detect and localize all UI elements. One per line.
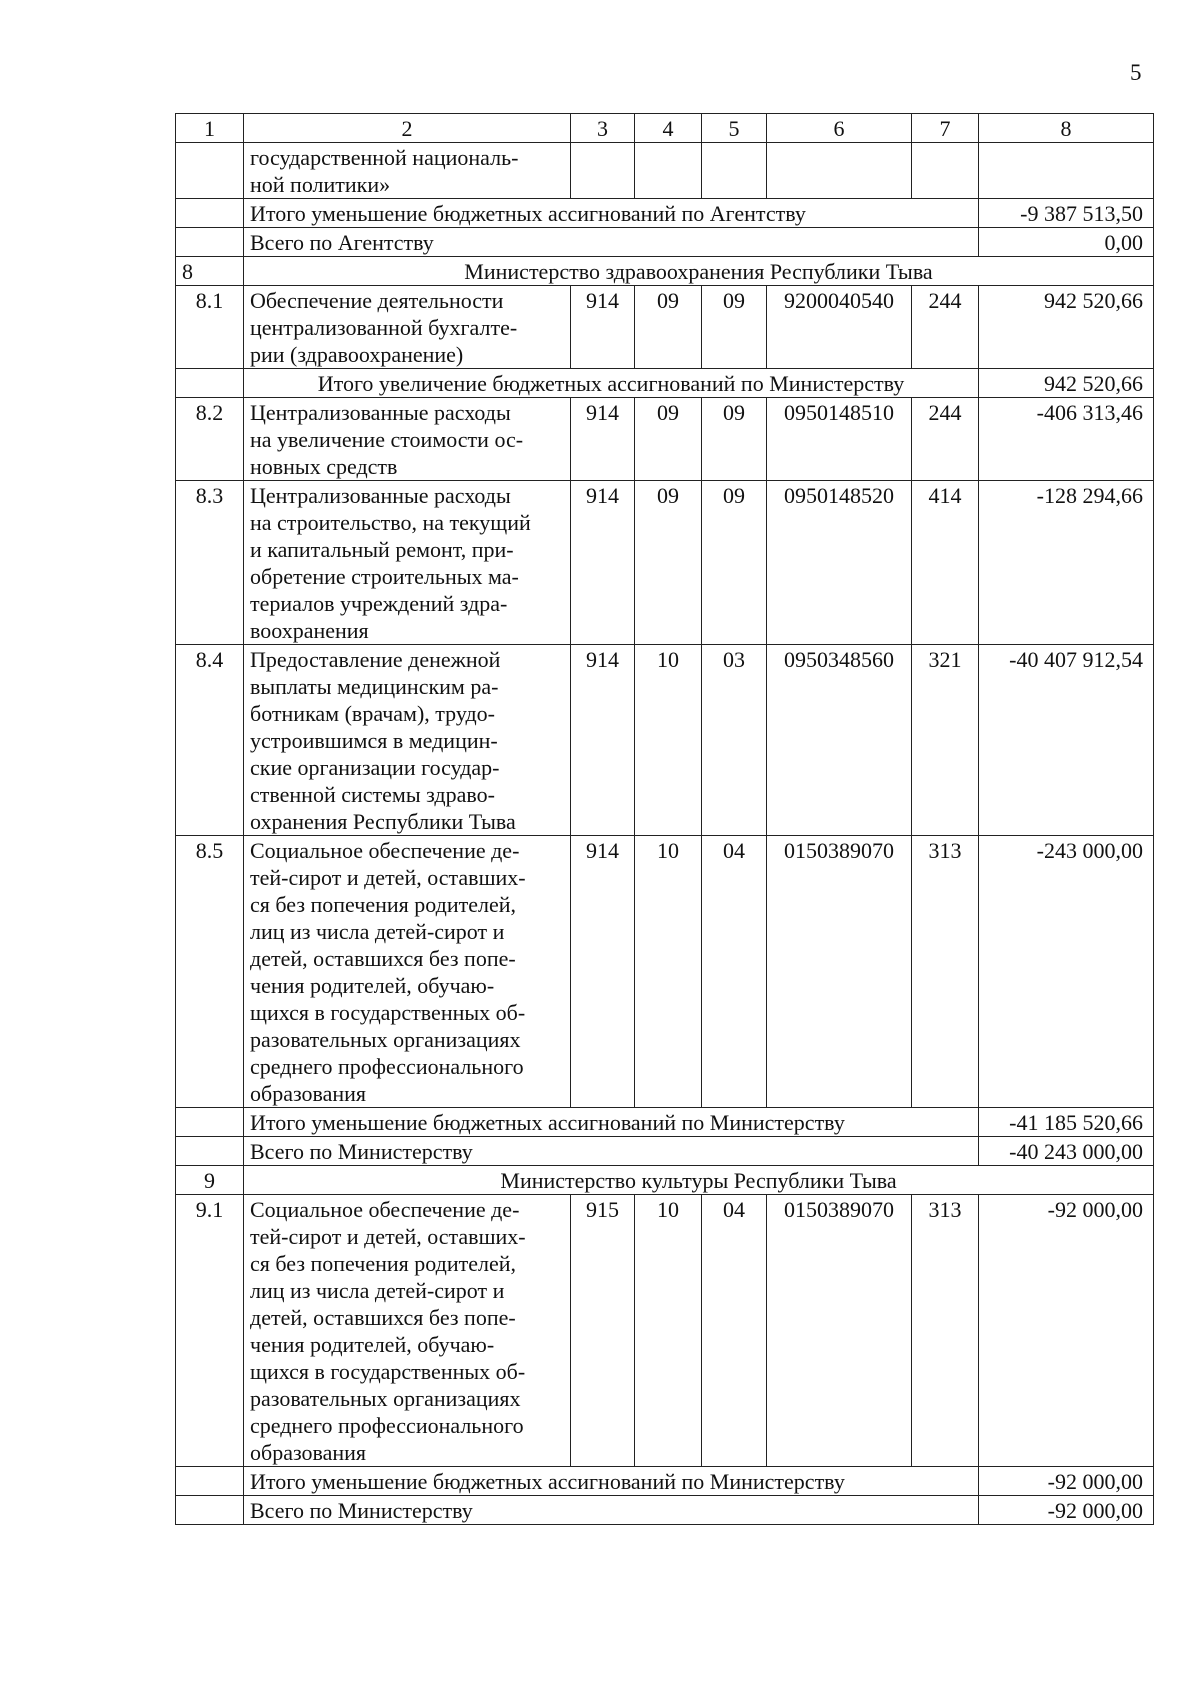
page-number: 5	[1130, 60, 1142, 85]
subsection-code: 09	[702, 286, 767, 369]
target-article-code: 0150389070	[767, 836, 912, 1108]
expense-type-code: 244	[912, 286, 979, 369]
ministry-code: 914	[571, 398, 635, 481]
expense-type-code: 313	[912, 1195, 979, 1467]
ministry-code: 914	[571, 836, 635, 1108]
table-row	[176, 1195, 1154, 1467]
amount: -92 000,00	[979, 1195, 1154, 1467]
section-title: Министерство здравоохранения Республики Тыва	[244, 257, 1154, 286]
total-label: Всего по Министерству	[244, 1496, 979, 1525]
total-row	[176, 228, 1154, 257]
target-article-code: 0950148510	[767, 398, 912, 481]
section-header-row	[176, 257, 1154, 286]
amount: -406 313,46	[979, 398, 1154, 481]
section-code: 10	[635, 645, 702, 836]
subtotal-amount: -9 387 513,50	[979, 199, 1154, 228]
subsection-code: 09	[702, 481, 767, 645]
subtotal-amount: 942 520,66	[979, 369, 1154, 398]
expense-type-code: 321	[912, 645, 979, 836]
section-header-row	[176, 1166, 1154, 1195]
header-cell-1: 1	[176, 114, 244, 143]
section-title: Министерство культуры Республики Тыва	[244, 1166, 1154, 1195]
subsection-code: 03	[702, 645, 767, 836]
section-code: 09	[635, 286, 702, 369]
total-row	[176, 1496, 1154, 1525]
row-number	[176, 143, 244, 199]
amount: -243 000,00	[979, 836, 1154, 1108]
section-number: 8	[176, 257, 244, 286]
row-number: 9.1	[176, 1195, 244, 1467]
expense-name: Предоставление денежной выплаты медицинским ра- ботникам (врачам), трудо- устроившимся в медицин- ские организации государ- ственной системы здраво- охранения Республики Тыва	[244, 645, 571, 836]
section-code: 09	[635, 481, 702, 645]
section-number: 9	[176, 1166, 244, 1195]
expense-type-code: 414	[912, 481, 979, 645]
expense-name: Социальное обеспечение де- тей-сирот и детей, оставших- ся без попечения родителей, лиц из числа детей-сирот и детей, оставшихся без попе- чения родителей, обучаю- щихся в государственных об- разовательных организациях среднего профессионального образования	[244, 1195, 571, 1467]
row-number: 8.1	[176, 286, 244, 369]
total-amount: -40 243 000,00	[979, 1137, 1154, 1166]
total-row	[176, 1137, 1154, 1166]
amount: 942 520,66	[979, 286, 1154, 369]
table-row	[176, 481, 1154, 645]
subtotal-row	[176, 199, 1154, 228]
total-amount: 0,00	[979, 228, 1154, 257]
subtotal-row	[176, 1108, 1154, 1137]
subtotal-amount: -92 000,00	[979, 1467, 1154, 1496]
ministry-code: 914	[571, 286, 635, 369]
total-label: Всего по Агентству	[244, 228, 979, 257]
subtotal-label: Итого увеличение бюджетных ассигнований по Министерству	[244, 369, 979, 398]
ministry-code: 914	[571, 481, 635, 645]
table-row	[176, 398, 1154, 481]
target-article-code: 9200040540	[767, 286, 912, 369]
table-row	[176, 645, 1154, 836]
header-cell-7: 7	[912, 114, 979, 143]
target-article-code: 0950348560	[767, 645, 912, 836]
amount: -128 294,66	[979, 481, 1154, 645]
ministry-code: 914	[571, 645, 635, 836]
subsection-code: 04	[702, 1195, 767, 1467]
header-cell-8: 8	[979, 114, 1154, 143]
subtotal-label: Итого уменьшение бюджетных ассигнований по Министерству	[244, 1108, 979, 1137]
row-number: 8.4	[176, 645, 244, 836]
budget-table	[175, 113, 1154, 1525]
row-number: 8.2	[176, 398, 244, 481]
total-amount: -92 000,00	[979, 1496, 1154, 1525]
header-cell-4: 4	[635, 114, 702, 143]
amount: -40 407 912,54	[979, 645, 1154, 836]
expense-name: Обеспечение деятельности централизованной бухгалте- рии (здравоохранение)	[244, 286, 571, 369]
section-code: 10	[635, 1195, 702, 1467]
table-row	[176, 286, 1154, 369]
subtotal-label: Итого уменьшение бюджетных ассигнований по Министерству	[244, 1467, 979, 1496]
target-article-code: 0150389070	[767, 1195, 912, 1467]
section-code: 10	[635, 836, 702, 1108]
section-code: 09	[635, 398, 702, 481]
row-number: 8.3	[176, 481, 244, 645]
table-row	[176, 836, 1154, 1108]
expense-type-code: 313	[912, 836, 979, 1108]
subsection-code: 09	[702, 398, 767, 481]
subtotal-amount: -41 185 520,66	[979, 1108, 1154, 1137]
header-cell-5: 5	[702, 114, 767, 143]
ministry-code: 915	[571, 1195, 635, 1467]
expense-name: Централизованные расходы на строительство, на текущий и капитальный ремонт, при- обретение строительных ма- териалов учреждений здра- воохранения	[244, 481, 571, 645]
expense-name: Централизованные расходы на увеличение стоимости ос- новных средств	[244, 398, 571, 481]
expense-name: государственной националь- ной политики»	[244, 143, 571, 199]
header-row	[176, 114, 1154, 143]
subtotal-row	[176, 369, 1154, 398]
target-article-code: 0950148520	[767, 481, 912, 645]
total-label: Всего по Министерству	[244, 1137, 979, 1166]
header-cell-2: 2	[244, 114, 571, 143]
table-row	[176, 143, 1154, 199]
expense-name: Социальное обеспечение де- тей-сирот и детей, оставших- ся без попечения родителей, лиц из числа детей-сирот и детей, оставшихся без попе- чения родителей, обучаю- щихся в государственных об- разовательных организациях среднего профессионального образования	[244, 836, 571, 1108]
row-number: 8.5	[176, 836, 244, 1108]
subtotal-row	[176, 1467, 1154, 1496]
subtotal-label: Итого уменьшение бюджетных ассигнований по Агентству	[244, 199, 979, 228]
header-cell-3: 3	[571, 114, 635, 143]
subsection-code: 04	[702, 836, 767, 1108]
expense-type-code: 244	[912, 398, 979, 481]
header-cell-6: 6	[767, 114, 912, 143]
